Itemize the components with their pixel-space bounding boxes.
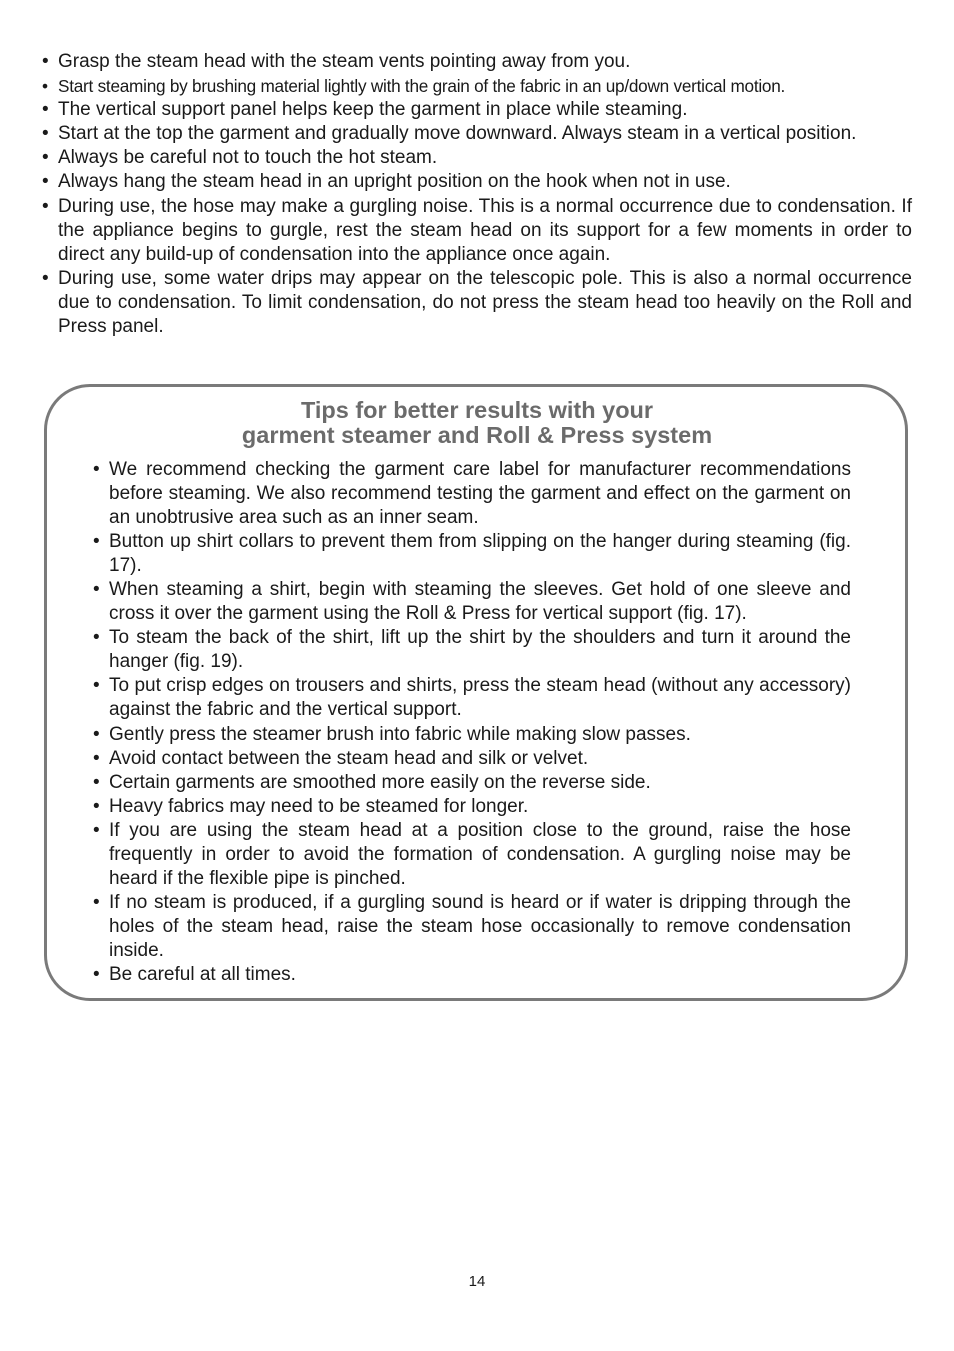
bullet: • xyxy=(42,267,49,289)
bullet: • xyxy=(42,123,49,145)
tips-title-line-2: garment steamer and Roll & Press system xyxy=(241,422,713,448)
tips-title-line-1: Tips for better results with your xyxy=(300,397,654,423)
list-item-text: Start steaming by brushing material lightly with the grain of the fabric in an up/down vertical motion. xyxy=(58,76,786,97)
list-item xyxy=(42,50,912,74)
tip-item xyxy=(93,674,851,722)
bullet: • xyxy=(93,819,100,841)
list-item-text: Always be careful not to touch the hot steam. xyxy=(58,147,438,169)
tip-text: If you are using the steam head at a position close to the ground, raise the hose frequently in order to avoid the formation of condensation. A gurgling noise may be heard if the flexible pipe is pinched. xyxy=(109,819,851,889)
list-item xyxy=(42,170,912,194)
tip-item xyxy=(93,578,851,626)
bullet: • xyxy=(42,99,49,121)
bullet: • xyxy=(93,675,100,697)
tip-text: To put crisp edges on trousers and shirts, press the steam head (without any accessory) against the fabric and the vertical support. xyxy=(109,675,851,721)
tip-item xyxy=(93,771,851,795)
tip-item xyxy=(93,747,851,771)
bullet: • xyxy=(42,195,49,217)
tip-text: Heavy fabrics may need to be steamed for longer. xyxy=(109,795,529,817)
tips-title xyxy=(0,398,954,448)
tip-text: Avoid contact between the steam head and silk or velvet. xyxy=(109,747,589,769)
bullet: • xyxy=(93,627,100,649)
list-item-text: Always hang the steam head in an upright position on the hook when not in use. xyxy=(58,171,731,193)
list-item xyxy=(42,267,912,339)
bullet: • xyxy=(93,531,100,553)
list-item-text: Grasp the steam head with the steam vents pointing away from you. xyxy=(58,51,631,72)
bullet: • xyxy=(93,723,100,745)
tip-item xyxy=(93,963,851,987)
page-number: 14 xyxy=(468,1273,486,1290)
list-item-text: During use, some water drips may appear on the telescopic pole. This is also a normal occurrence due to condensation. To limit condensation, do not press the steam head too heavily on the Roll and Press panel. xyxy=(58,267,912,338)
list-item-text: Start at the top the garment and gradually move downward. Always steam in a vertical position. xyxy=(58,123,857,145)
tip-item xyxy=(93,626,851,674)
bullet: • xyxy=(93,747,100,769)
bullet: • xyxy=(42,76,48,97)
tips-list xyxy=(93,458,851,987)
tip-text: When steaming a shirt, begin with steaming the sleeves. Get hold of one sleeve and cross it over the garment using the Roll & Press for vertical support (fig. 17). xyxy=(109,579,851,625)
tip-text: If no steam is produced, if a gurgling sound is heard or if water is dripping through the holes of the steam head, raise the steam hose occasionally to remove condensation inside. xyxy=(109,891,851,961)
bullet: • xyxy=(93,963,100,985)
bullet: • xyxy=(93,771,100,793)
list-item xyxy=(42,74,912,98)
list-item xyxy=(42,122,912,146)
tip-item xyxy=(93,530,851,578)
tip-item xyxy=(93,795,851,819)
tip-text: Button up shirt collars to prevent them from slipping on the hanger during steaming (fig. 17). xyxy=(109,531,851,577)
bullet: • xyxy=(93,795,100,817)
list-item xyxy=(42,146,912,170)
bullet: • xyxy=(93,891,100,913)
tip-item xyxy=(93,891,851,963)
tip-text: We recommend checking the garment care label for manufacturer recommendations before steaming. We also recommend testing the garment and effect on the garment on an unobtrusive area such as an inner seam. xyxy=(109,459,851,529)
list-item xyxy=(42,98,912,122)
bullet: • xyxy=(42,171,49,193)
tip-text: Certain garments are smoothed more easily on the reverse side. xyxy=(109,771,651,793)
bullet: • xyxy=(93,579,100,601)
tip-item xyxy=(93,458,851,530)
tip-text: Be careful at all times. xyxy=(109,963,296,985)
tip-item xyxy=(93,819,851,891)
list-item-text: During use, the hose may make a gurgling noise. This is a normal occurrence due to condensation. If the appliance begins to gurgle, rest the steam head on its support for a few moments in order to direct any build-up of condensation into the appliance once again. xyxy=(58,195,912,265)
usage-instructions-list xyxy=(42,50,912,339)
list-item-text: The vertical support panel helps keep the garment in place while steaming. xyxy=(58,99,688,121)
bullet: • xyxy=(93,459,100,480)
list-item xyxy=(42,195,912,267)
tip-text: Gently press the steamer brush into fabric while making slow passes. xyxy=(109,723,691,745)
tip-item xyxy=(93,723,851,747)
bullet: • xyxy=(42,147,49,169)
tip-text: To steam the back of the shirt, lift up the shirt by the shoulders and turn it around the hanger (fig. 19). xyxy=(109,627,851,673)
bullet: • xyxy=(42,51,49,72)
